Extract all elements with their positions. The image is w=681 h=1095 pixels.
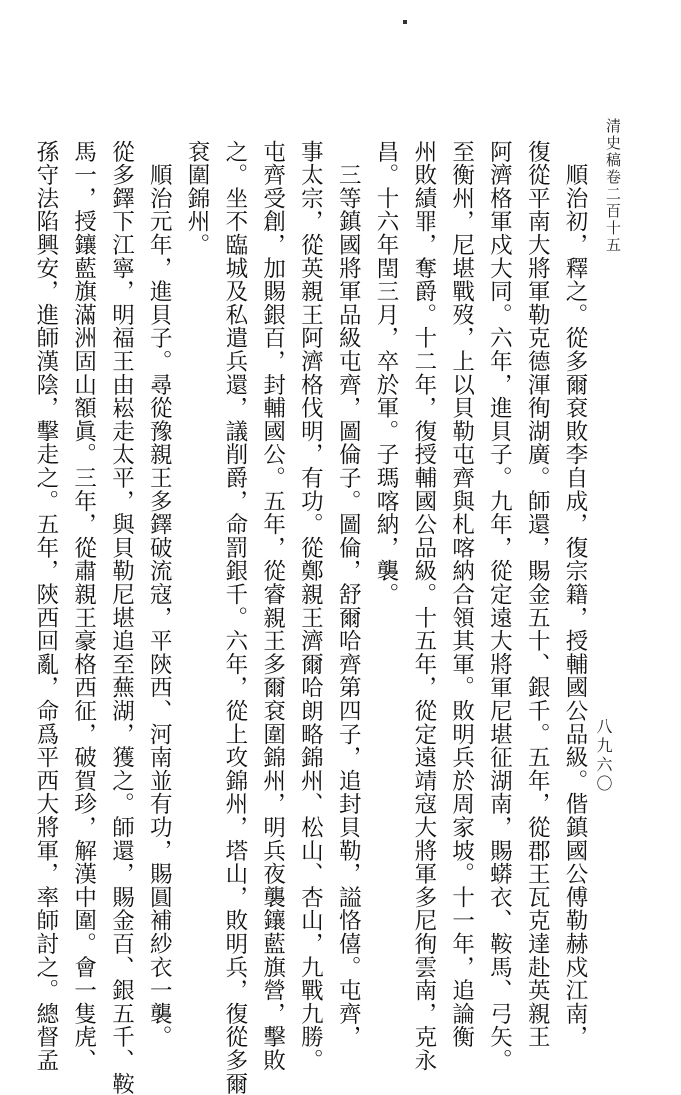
vertical-text-body (32, 140, 593, 1095)
text-column: 昌。十六年閏三月，卒於軍。子瑪喀納，襲。 (373, 140, 400, 606)
text-column: 從多鐸下江寧，明福王由崧走太平，與貝勒尼堪追至蕪湖，獲之。師還，賜金百、銀五千、鞍 (108, 140, 135, 1095)
text-column: 三等鎮國將軍品級屯齊，圖倫子。圖倫，舒爾哈齊第四子，追封貝勒，謚恪僖。屯齊， (335, 140, 362, 1049)
text-column: 孫守法陷興安，進師漢陰，擊走之。五年，陝西回亂，命爲平西大將軍，率師討之。總督孟 (32, 140, 59, 1072)
text-column: 馬一，授鑲藍旗滿洲固山額眞。三年，從肅親王豪格西征，破賀珍，解漢中圍。會一隻虎、 (70, 140, 97, 1072)
scan-speck (403, 20, 407, 24)
text-column: 之。坐不臨城及私遣兵還，議削爵，命罰銀千。六年，從上攻錦州，塔山，敗明兵，復從多爾 (221, 140, 248, 1095)
page-number: 八九六〇 (594, 718, 613, 794)
text-column: 順治元年，進貝子。尋從豫親王多鐸破流寇，平陝西、河南並有功，賜圓補紗衣一襲。 (146, 140, 173, 1049)
text-column: 袞圍錦州。 (184, 140, 211, 257)
text-column: 州敗績罪，奪爵。十二年，復授輔國公品級。十五年，從定遠靖寇大將軍多尼徇雲南，克永 (410, 140, 437, 1072)
text-column: 屯齊受創，加賜銀百，封輔國公。五年，從睿親王多爾袞圍錦州，明兵夜襲鑲藍旗營，擊敗 (259, 140, 286, 1072)
text-column: 事太宗，從英親王阿濟格伐明，有功。從鄭親王濟爾哈朗略錦州、松山、杏山，九戰九勝。 (297, 140, 324, 1072)
text-column: 至衡州，尼堪戰歿，上以貝勒屯齊與札喀納合領其軍。敗明兵於周家坡。十一年，追論衡 (448, 140, 475, 1049)
text-column: 復從平南大將軍勒克德渾徇湖廣。師還，賜金五十、銀千。五年，從郡王瓦克達赴英親王 (524, 140, 551, 1049)
running-head: 清史稿卷二百十五 (604, 118, 622, 254)
text-column: 順治初，釋之。從多爾袞敗李自成，復宗籍，授輔國公品級。偕鎮國公傅勒赫戍江南， (562, 140, 588, 1049)
text-column: 阿濟格軍戍大同。六年，進貝子。九年，從定遠大將軍尼堪征湖南，賜蟒衣、鞍馬、弓矢。 (486, 140, 513, 1072)
